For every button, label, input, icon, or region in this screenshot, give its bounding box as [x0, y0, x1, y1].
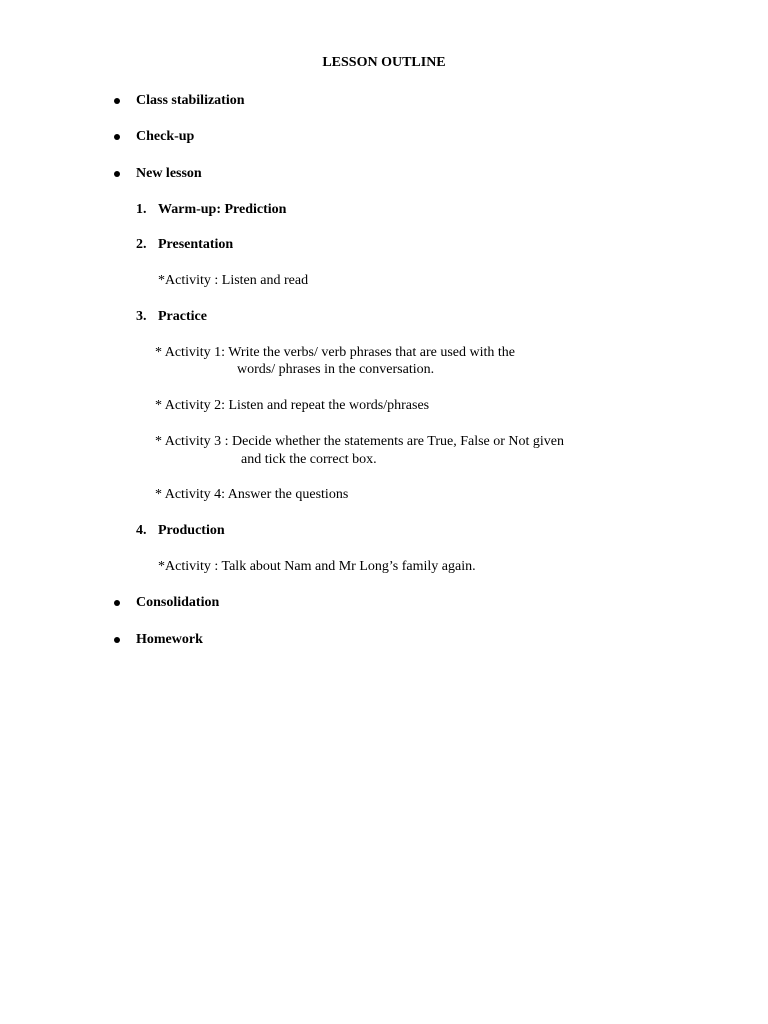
step-label: Production	[158, 523, 225, 538]
page-title: LESSON OUTLINE	[322, 55, 446, 70]
bullet-label: Consolidation	[136, 595, 220, 610]
bullet-label: Class stabilization	[136, 93, 245, 108]
activity-presentation: *Activity : Listen and read	[158, 273, 309, 288]
step-label: Practice	[158, 309, 207, 324]
bullet-icon	[114, 134, 120, 140]
activity-1-line-2: words/ phrases in the conversation.	[237, 362, 435, 377]
step-number: 3.	[136, 309, 147, 324]
step-number: 4.	[136, 523, 147, 538]
step-label: Warm-up: Prediction	[158, 202, 287, 217]
activity-3-line-1: * Activity 3 : Decide whether the statements are True, False or Not given	[155, 434, 565, 449]
bullet-icon	[114, 600, 120, 606]
step-number: 2.	[136, 237, 147, 252]
activity-3-line-2: and tick the correct box.	[241, 452, 377, 467]
activity-1-line-1: * Activity 1: Write the verbs/ verb phrases that are used with the	[155, 345, 515, 360]
bullet-label: New lesson	[136, 166, 202, 181]
bullet-icon	[114, 637, 120, 643]
bullet-label: Homework	[136, 632, 203, 647]
activity-2: * Activity 2: Listen and repeat the words/phrases	[155, 398, 430, 413]
bullet-icon	[114, 98, 120, 104]
activity-4: * Activity 4: Answer the questions	[155, 487, 349, 502]
step-number: 1.	[136, 202, 147, 217]
bullet-icon	[114, 171, 120, 177]
activity-production: *Activity : Talk about Nam and Mr Long’s family again.	[158, 559, 476, 574]
step-label: Presentation	[158, 237, 234, 252]
bullet-label: Check-up	[136, 129, 195, 144]
